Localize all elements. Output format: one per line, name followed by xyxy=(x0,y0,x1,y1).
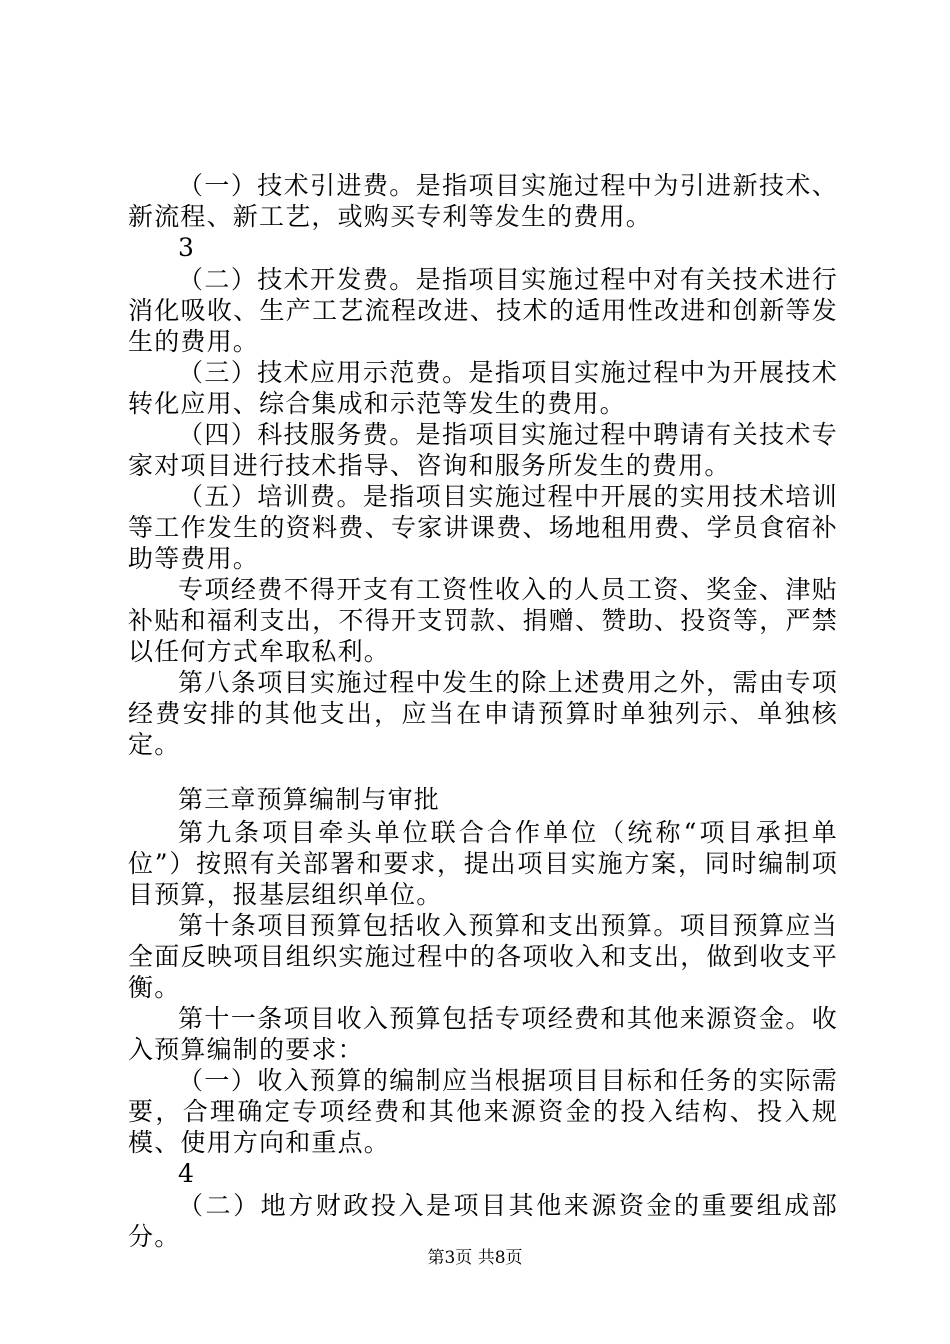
paragraph: 第十一条项目收入预算包括专项经费和其他来源资金。收入预算编制的要求： xyxy=(128,1004,838,1064)
paragraph: （一）技术引进费。是指项目实施过程中为引进新技术、新流程、新工艺，或购买专利等发生的费用。 xyxy=(128,171,838,231)
paragraph: （五）培训费。是指项目实施过程中开展的实用技术培训等工作发生的资料费、专家讲课费、场地租用费、学员食宿补助等费用。 xyxy=(128,482,838,573)
paragraph: （一）收入预算的编制应当根据项目目标和任务的实际需要，合理确定专项经费和其他来源资金的投入结构、投入规模、使用方向和重点。 xyxy=(128,1066,838,1157)
page-number-marker: 4 xyxy=(178,1159,196,1188)
page-number-marker: 3 xyxy=(178,233,196,262)
paragraph: （二）地方财政投入是项目其他来源资金的重要组成部分。 xyxy=(128,1191,838,1251)
paragraph: 第十条项目预算包括收入预算和支出预算。项目预算应当全面反映项目组织实施过程中的各项收入和支出，做到收支平衡。 xyxy=(128,911,838,1002)
paragraph: 专项经费不得开支有工资性收入的人员工资、奖金、津贴补贴和福利支出，不得开支罚款、捐赠、赞助、投资等，严禁以任何方式牟取私利。 xyxy=(128,575,838,666)
paragraph: （二）技术开发费。是指项目实施过程中对有关技术进行消化吸收、生产工艺流程改进、技术的适用性改进和创新等发生的费用。 xyxy=(128,265,838,356)
paragraph: （四）科技服务费。是指项目实施过程中聘请有关技术专家对项目进行技术指导、咨询和服务所发生的费用。 xyxy=(128,420,838,480)
page-footer: 第3页 共8页 xyxy=(427,1248,523,1268)
paragraph: （三）技术应用示范费。是指项目实施过程中为开展技术转化应用、综合集成和示范等发生的费用。 xyxy=(128,358,838,418)
document-body xyxy=(128,170,838,1252)
paragraph: 第八条项目实施过程中发生的除上述费用之外，需由专项经费安排的其他支出，应当在申请预算时单独列示、单独核定。 xyxy=(128,668,838,759)
chapter-heading: 第三章预算编制与审批 xyxy=(178,785,441,814)
paragraph: 第九条项目牵头单位联合合作单位（统称“项目承担单位”）按照有关部署和要求，提出项目实施方案，同时编制项目预算，报基层组织单位。 xyxy=(128,818,838,909)
